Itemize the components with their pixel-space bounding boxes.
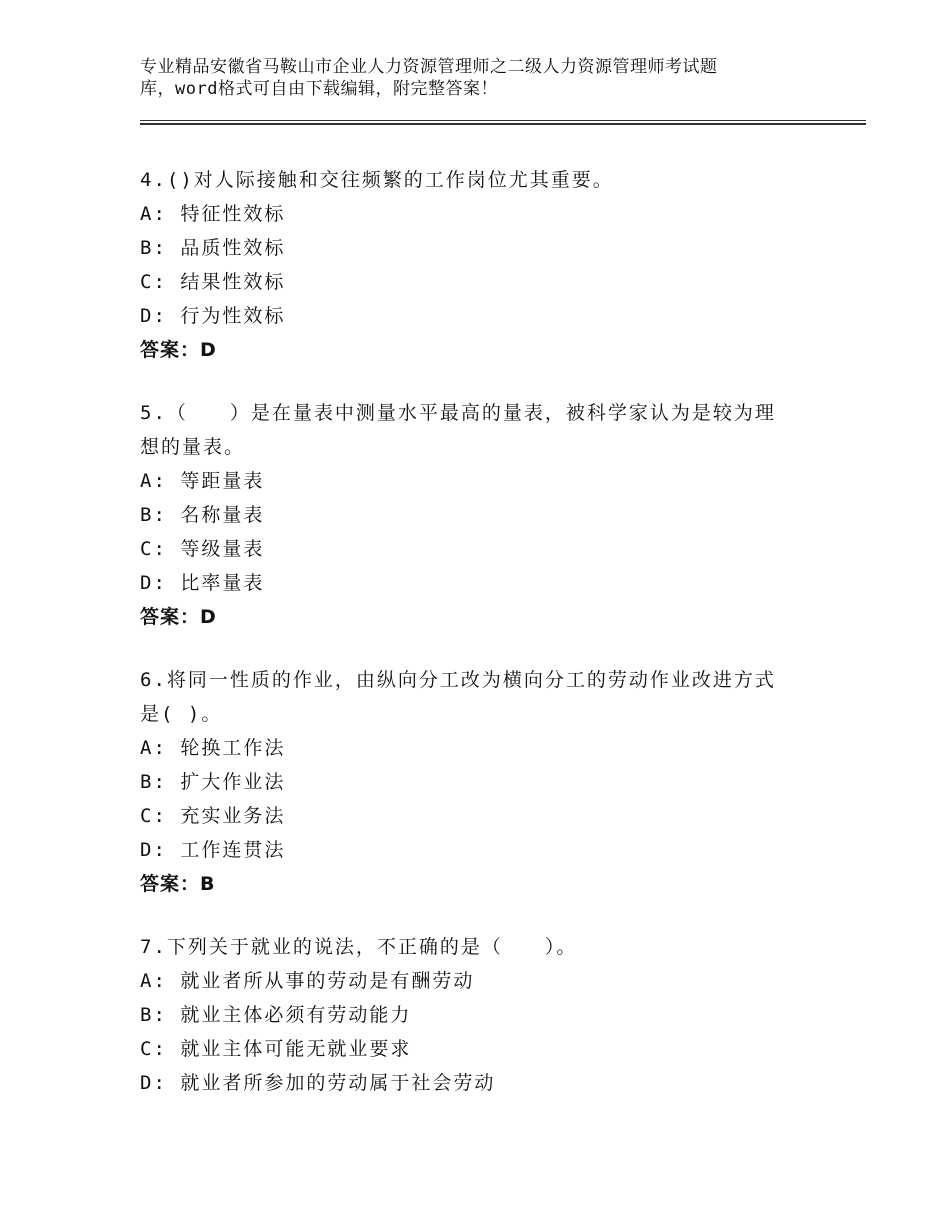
document-header (140, 56, 840, 100)
header-divider-thick (140, 123, 866, 125)
option-c: C: 结果性效标 (140, 271, 286, 293)
question-7 (140, 930, 860, 1100)
option-d: D: 就业者所参加的劳动属于社会劳动 (140, 1072, 496, 1094)
header-title-line-1: 专业精品安徽省马鞍山市企业人力资源管理师之二级人力资源管理师考试题 (140, 57, 718, 77)
option-b: B: 品质性效标 (140, 237, 286, 259)
option-a: A: 等距量表 (140, 470, 265, 492)
question-stem: 7.下列关于就业的说法，不正确的是（ ）。 (140, 936, 578, 958)
question-stem-continued: 想的量表。 (140, 436, 246, 458)
option-c: C: 就业主体可能无就业要求 (140, 1038, 412, 1060)
question-stem: 5.（ ）是在量表中测量水平最高的量表，被科学家认为是较为理 (140, 402, 776, 424)
question-list (140, 163, 860, 1129)
option-d: D: 工作连贯法 (140, 839, 286, 861)
header-title-line-2: 库，word格式可自由下载编辑，附完整答案！ (140, 79, 498, 99)
option-a: A: 轮换工作法 (140, 737, 286, 759)
option-a: A: 就业者所从事的劳动是有酬劳动 (140, 970, 475, 992)
question-5 (140, 396, 860, 634)
question-6 (140, 663, 860, 901)
answer-label: 答案：B (140, 873, 216, 895)
question-stem-continued: 是( )。 (140, 703, 223, 725)
question-stem: 4.()对人际接触和交往频繁的工作岗位尤其重要。 (140, 169, 614, 191)
question-stem: 6.将同一性质的作业，由纵向分工改为横向分工的劳动作业改进方式 (140, 669, 776, 691)
answer-label: 答案：D (140, 606, 217, 628)
header-divider-thin (140, 120, 866, 121)
question-4 (140, 163, 860, 367)
option-b: B: 名称量表 (140, 504, 265, 526)
answer-label: 答案：D (140, 339, 217, 361)
option-b: B: 扩大作业法 (140, 771, 286, 793)
option-a: A: 特征性效标 (140, 203, 286, 225)
option-b: B: 就业主体必须有劳动能力 (140, 1004, 412, 1026)
option-d: D: 行为性效标 (140, 305, 286, 327)
option-c: C: 充实业务法 (140, 805, 286, 827)
option-c: C: 等级量表 (140, 538, 265, 560)
option-d: D: 比率量表 (140, 572, 265, 594)
